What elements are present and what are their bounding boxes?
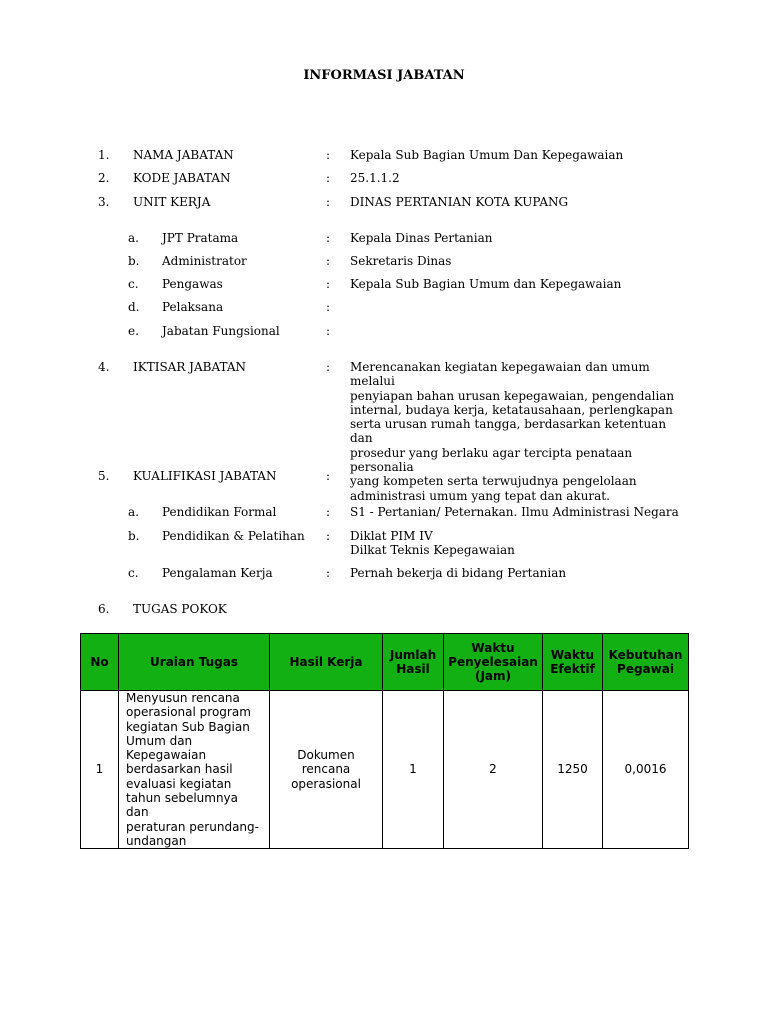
field-colon: : <box>326 360 331 374</box>
field-number: 6. <box>98 602 110 616</box>
field-colon: : <box>326 254 331 268</box>
subfield-label: Pengawas <box>162 277 223 291</box>
subfield-label: JPT Pratama <box>162 231 239 245</box>
header-no: No <box>81 634 119 691</box>
field-value: Merencanakan kegiatan kepegawaian dan umum melalui penyiapan bahan urusan kepegawaian, pengendalian internal, budaya kerja, ketatausahaan, perlengkapan serta urusan rumah tangga, berdasarkan ketentuan dan prosedur yang berlaku agar tercipta penataan personalia yang kompeten serta terwujudnya pengelolaan administrasi umum yang tepat dan akurat. <box>350 360 675 503</box>
subfield-value: S1 - Pertanian/ Peternakan. Ilmu Administrasi Negara <box>350 505 679 519</box>
cell-jumlah-hasil: 1 <box>383 691 444 849</box>
cell-kebutuhan-pegawai: 0,0016 <box>603 691 689 849</box>
field-number: 5. <box>98 469 110 483</box>
field-colon: : <box>326 324 331 338</box>
task-table <box>80 633 689 849</box>
field-value: DINAS PERTANIAN KOTA KUPANG <box>350 195 569 209</box>
subfield-value: Pernah bekerja di bidang Pertanian <box>350 566 567 580</box>
field-colon: : <box>326 469 331 483</box>
subfield-label: Pelaksana <box>162 300 224 314</box>
subfield-value: Kepala Sub Bagian Umum dan Kepegawaian <box>350 277 622 291</box>
subfield-label: Pendidikan & Pelatihan <box>162 529 305 543</box>
field-colon: : <box>326 505 331 519</box>
subfield-label: Pendidikan Formal <box>162 505 277 519</box>
subfield-letter: b. <box>128 254 140 268</box>
subfield-label: Pengalaman Kerja <box>162 566 273 580</box>
field-colon: : <box>326 195 331 209</box>
field-label: NAMA JABATAN <box>133 148 234 162</box>
field-number: 1. <box>98 148 110 162</box>
subfield-letter: a. <box>128 231 139 245</box>
subfield-letter: c. <box>128 277 139 291</box>
subfield-letter: a. <box>128 505 139 519</box>
subfield-value: Sekretaris Dinas <box>350 254 452 268</box>
field-colon: : <box>326 529 331 543</box>
header-jumlah-hasil: Jumlah Hasil <box>383 634 444 691</box>
header-kebutuhan-pegawai: Kebutuhan Pegawai <box>603 634 689 691</box>
field-label: TUGAS POKOK <box>133 602 227 616</box>
field-colon: : <box>326 300 331 314</box>
field-number: 2. <box>98 171 110 185</box>
cell-uraian-tugas: Menyusun rencana operasional program kegiatan Sub Bagian Umum dan Kepegawaian berdasarkan hasil evaluasi kegiatan tahun sebelumnya dan peraturan perundang- undangan <box>119 691 270 849</box>
subfield-letter: b. <box>128 529 140 543</box>
field-label: KUALIFIKASI JABATAN <box>133 469 277 483</box>
field-label: IKTISAR JABATAN <box>133 360 247 374</box>
table-row <box>81 691 689 849</box>
field-label: KODE JABATAN <box>133 171 231 185</box>
header-hasil-kerja: Hasil Kerja <box>270 634 383 691</box>
subfield-value: Diklat PIM IV Dilkat Teknis Kepegawaian <box>350 529 515 558</box>
subfield-letter: e. <box>128 324 139 338</box>
subfield-letter: c. <box>128 566 139 580</box>
field-colon: : <box>326 171 331 185</box>
cell-hasil-kerja: Dokumen rencana operasional <box>270 691 383 849</box>
field-number: 4. <box>98 360 110 374</box>
field-value: 25.1.1.2 <box>350 171 400 185</box>
subfield-label: Jabatan Fungsional <box>162 324 280 338</box>
field-colon: : <box>326 148 331 162</box>
header-uraian-tugas: Uraian Tugas <box>119 634 270 691</box>
cell-waktu-penyelesaian: 2 <box>444 691 543 849</box>
header-waktu-penyelesaian: Waktu Penyelesaian (Jam) <box>444 634 543 691</box>
field-value: Kepala Sub Bagian Umum Dan Kepegawaian <box>350 148 624 162</box>
subfield-value: Kepala Dinas Pertanian <box>350 231 493 245</box>
table-header-row <box>81 634 689 691</box>
subfield-letter: d. <box>128 300 140 314</box>
field-label: UNIT KERJA <box>133 195 211 209</box>
header-waktu-efektif: Waktu Efektif <box>543 634 603 691</box>
cell-no: 1 <box>81 691 119 849</box>
subfield-label: Administrator <box>162 254 247 268</box>
document-title: INFORMASI JABATAN <box>303 68 465 83</box>
field-colon: : <box>326 231 331 245</box>
field-colon: : <box>326 277 331 291</box>
cell-waktu-efektif: 1250 <box>543 691 603 849</box>
field-colon: : <box>326 566 331 580</box>
field-number: 3. <box>98 195 110 209</box>
